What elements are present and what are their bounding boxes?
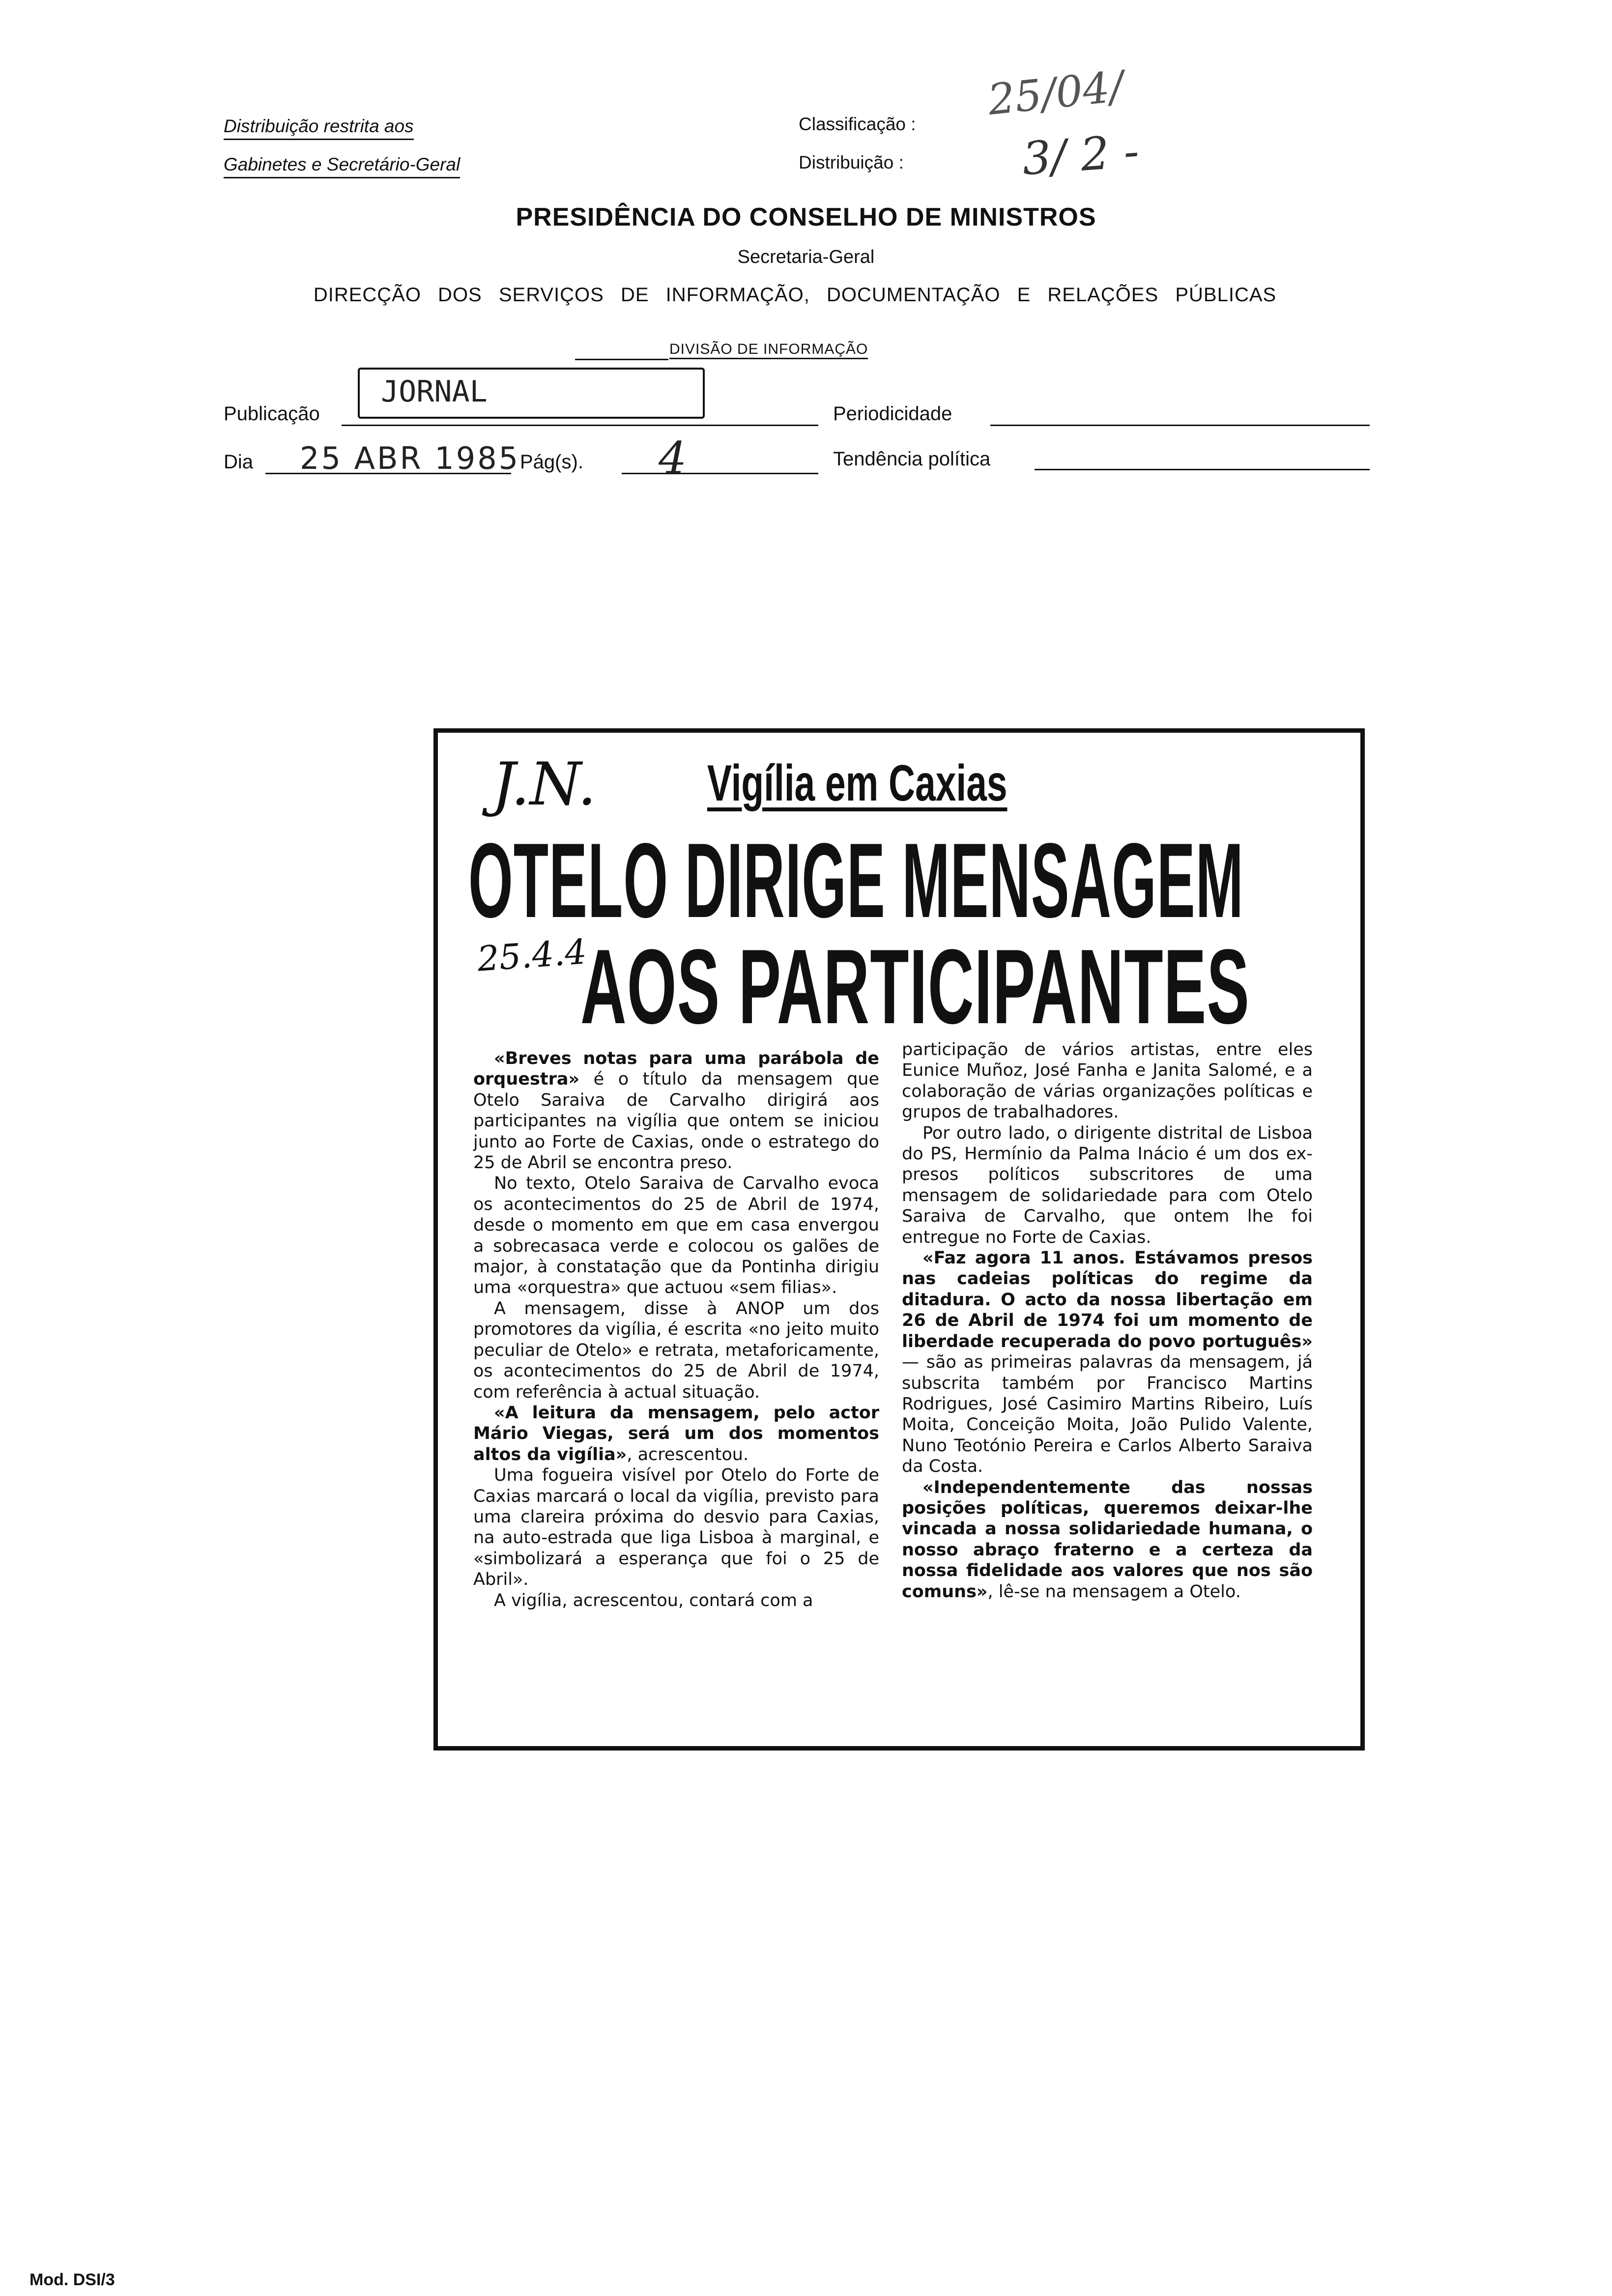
periodicidade-label: Periodicidade bbox=[833, 403, 952, 425]
article-left-paragraph-1 bbox=[473, 1048, 879, 1173]
article-left-column bbox=[473, 1048, 879, 1611]
article-left-paragraph-6: A vigília, acrescentou, contará com a bbox=[494, 1590, 813, 1610]
pags-handwritten: 4 bbox=[659, 432, 687, 484]
restricted-distribution-line1: Distribuição restrita aos bbox=[224, 116, 414, 140]
division-line bbox=[575, 359, 668, 360]
publicacao-line bbox=[342, 425, 818, 426]
article-left-paragraph-3: A mensagem, disse à ANOP um dos promotores da vigília, é escrita «no jeito muito peculiar de Otelo» e retrata, metaforicamente, os acontecimentos do 25 de Abril de 1974, com referência à actual situação. bbox=[473, 1298, 879, 1402]
restricted-distribution-line2: Gabinetes e Secretário-Geral bbox=[224, 154, 460, 178]
article-left-paragraph-2: No texto, Otelo Saraiva de Carvalho evoca os acontecimentos do 25 de Abril de 1974, desde o momento em que em casa envergou a sobrecasaca verde e colocou os galões de major, à constatação que da Pontinha dirigiu uma «orquestra» que actuou «sem filias». bbox=[473, 1174, 879, 1298]
article-right-paragraph-2: Por outro lado, o dirigente distrital de Lisboa do PS, Hermínio da Palma Inácio é um dos ex-presos políticos subscritores de uma mensagem de solidariedade para com Otelo Saraiva de Carvalho, que ontem lhe foi entregue no Forte de Caxias. bbox=[902, 1123, 1313, 1247]
article-left-paragraph-4 bbox=[473, 1403, 879, 1465]
classificacao-handwritten: 25/04/ bbox=[985, 61, 1126, 125]
article-left-p1-bold: «Breves notas para uma parábola de orquestra» bbox=[473, 1049, 879, 1090]
article-right-p4-bold: «Independentemente das nossas posições políticas, queremos deixar-lhe vincada a nossa solidariedade humana, o nosso abraço fraterno e a certeza da nossa fidelidade aos valores que nos são comuns» bbox=[902, 1477, 1313, 1602]
periodicidade-line bbox=[990, 425, 1370, 426]
clipping-headline-line2: AOS PARTICIPANTES bbox=[580, 927, 1250, 1046]
directorate: DIRECÇÃO DOS SERVIÇOS DE INFORMAÇÃO, DOCUMENTAÇÃO E RELAÇÕES PÚBLICAS bbox=[313, 284, 1277, 306]
article-right-paragraph-3 bbox=[902, 1248, 1313, 1477]
pags-label: Pág(s). bbox=[520, 451, 583, 473]
tendencia-label: Tendência política bbox=[833, 448, 991, 470]
clipping-handwritten-note: J.N. bbox=[492, 750, 597, 819]
clipping-handwritten-number: 25.4.4 bbox=[476, 931, 588, 979]
article-right-p3-bold: «Faz agora 11 anos. Estávamos presos nas cadeias políticas do regime da ditadura. O acto da nossa libertação em 26 de Abril de 1974 foi um momento de liberdade recuperada do povo português» bbox=[902, 1248, 1313, 1351]
org-title: PRESIDÊNCIA DO CONSELHO DE MINISTROS bbox=[516, 203, 1096, 231]
dia-stamp-value: 25 ABR 1985 bbox=[300, 440, 520, 476]
classificacao-label: Classificação : bbox=[799, 114, 916, 134]
article-left-paragraph-5: Uma fogueira visível por Otelo do Forte de Caxias marcará o local da vigília, previsto para uma clareira próxima do desvio para Caxias, na auto-estrada que liga Lisboa à marginal, e «simbolizará a esperança que foi o 25 de Abril». bbox=[473, 1465, 879, 1590]
newspaper-clipping bbox=[433, 728, 1365, 1751]
form-code: Mod. DSI/3 bbox=[29, 2270, 115, 2289]
article-right-p3-rest: — são as primeiras palavras da mensagem, já subscrita também por Francisco Martins Rodrigues, José Casimiro Martins Ribeiro, Luís Moita, Conceição Moita, João Pulido Valente, Nuno Teotónio Pereira e Carlos Alberto Saraiva da Costa. bbox=[902, 1352, 1313, 1477]
org-subtitle: Secretaria-Geral bbox=[737, 247, 875, 267]
division: DIVISÃO DE INFORMAÇÃO bbox=[669, 341, 868, 359]
article-left-p1-rest: é o título da mensagem que Otelo Saraiva de Carvalho dirigirá aos participantes na vigília que ontem se iniciou junto ao Forte de Caxias, onde o estratego do 25 de Abril se encontra preso. bbox=[473, 1069, 879, 1173]
publicacao-stamp-value: JORNAL bbox=[381, 374, 488, 409]
distribuicao-handwritten: 3/ 2 - bbox=[1020, 124, 1141, 186]
article-left-p4-rest: , acrescentou. bbox=[627, 1444, 749, 1464]
tendencia-line bbox=[1035, 469, 1370, 470]
article-right-paragraph-4 bbox=[902, 1477, 1313, 1602]
article-right-column bbox=[902, 1039, 1313, 1602]
clipping-headline-line1: OTELO DIRIGE MENSAGEM bbox=[468, 821, 1244, 940]
clipping-kicker: Vigília em Caxias bbox=[707, 755, 1008, 812]
article-left-p4-bold: «A leitura da mensagem, pelo actor Mário Viegas, será um dos momentos altos da vigília» bbox=[473, 1403, 879, 1464]
distribuicao-label: Distribuição : bbox=[799, 152, 904, 172]
article-right-p4-rest: , lê-se na mensagem a Otelo. bbox=[987, 1581, 1241, 1602]
dia-label: Dia bbox=[224, 451, 254, 473]
pags-line bbox=[622, 473, 818, 474]
publicacao-label: Publicação bbox=[224, 403, 320, 425]
article-right-paragraph-1: participação de vários artistas, entre eles Eunice Muñoz, José Fanha e Janita Salomé, e a colaboração de várias organizações políticas e grupos de trabalhadores. bbox=[902, 1040, 1313, 1122]
